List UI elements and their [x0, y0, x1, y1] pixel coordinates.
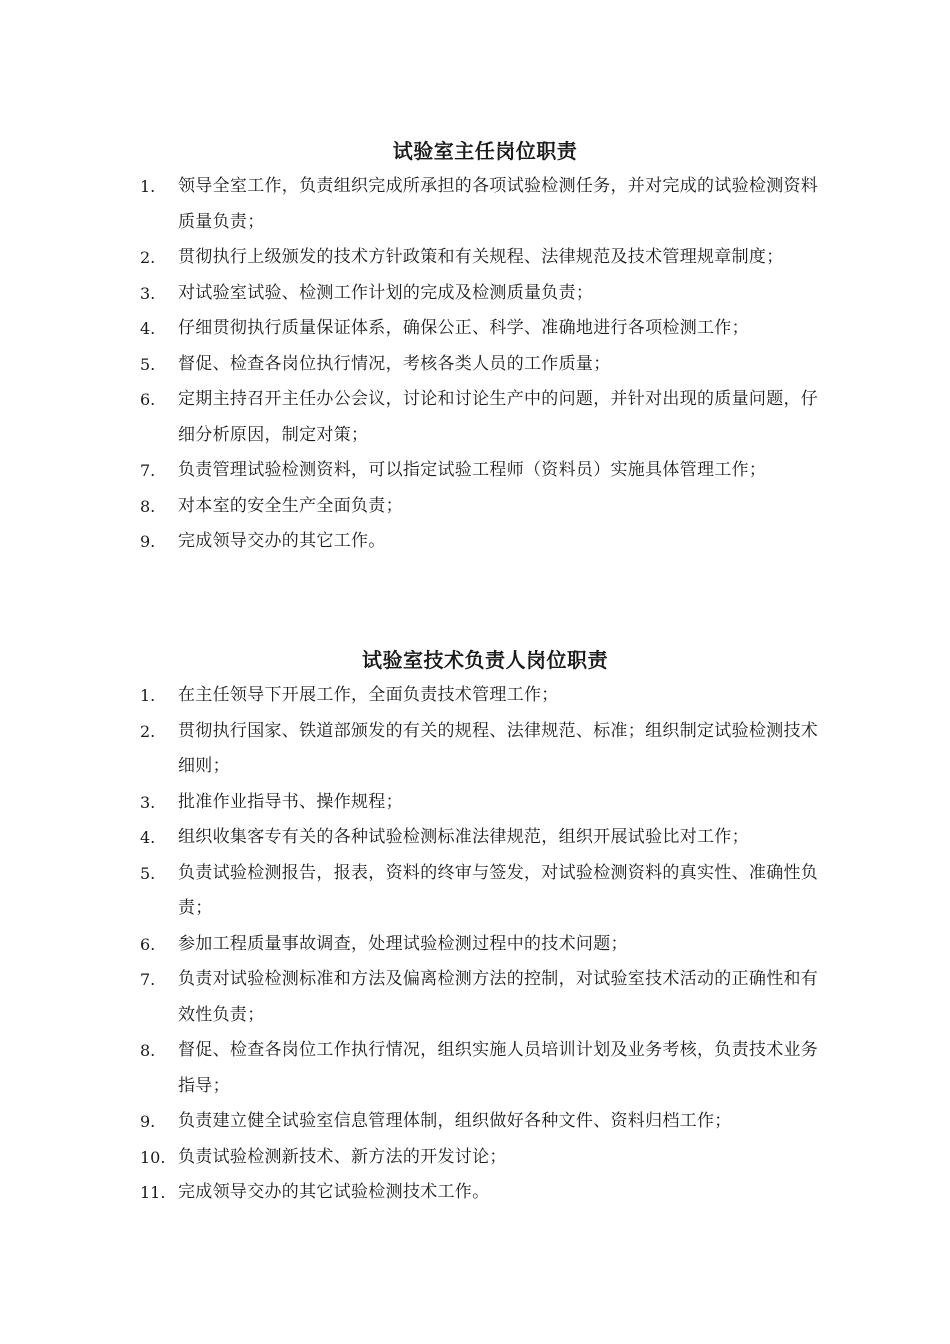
- list-item: [140, 524, 830, 560]
- list-item: [140, 240, 830, 276]
- item-number: 1.: [140, 686, 156, 705]
- item-number: 6.: [140, 390, 156, 409]
- item-text: 贯彻执行上级颁发的技术方针政策和有关规程、法律规范及技术管理规章制度；: [178, 247, 784, 267]
- item-number: 6.: [140, 934, 156, 954]
- item-text: 负责试验检测新技术、新方法的开发讨论；: [178, 1146, 507, 1167]
- list-item: [140, 1033, 830, 1104]
- section-title: 试验室主任岗位职责: [392, 139, 578, 163]
- list-item: [140, 785, 830, 821]
- item-text: 仔细贯彻执行质量保证体系，确保公正、科学、准确地进行各项检测工作；: [178, 318, 749, 338]
- list-item: [140, 276, 830, 312]
- section-title: 试验室技术负责人岗位职责: [362, 648, 608, 672]
- item-number: 4.: [140, 319, 156, 338]
- item-number: 10.: [140, 1147, 166, 1167]
- section-technical-lead-duties: [140, 642, 830, 1211]
- item-number: 5.: [140, 354, 156, 374]
- item-text: 完成领导交办的其它工作。: [178, 531, 386, 551]
- item-number: 1.: [140, 177, 156, 196]
- item-text: 督促、检查各岗位工作执行情况，组织实施人员培训计划及业务考核，负责技术业务指导；: [178, 1040, 819, 1096]
- list-item: [140, 453, 830, 489]
- item-number: 7.: [140, 970, 156, 989]
- item-text: 负责试验检测报告，报表，资料的终审与签发，对试验检测资料的真实性、准确性负责；: [178, 862, 819, 918]
- list-item: [140, 1175, 830, 1211]
- item-text: 定期主持召开主任办公会议，讨论和讨论生产中的问题，并针对出现的质量问题，仔细分析原因，制定对策；: [178, 389, 819, 445]
- item-text: 贯彻执行国家、铁道部颁发的有关的规程、法律规范、标准；组织制定试验检测技术细则；: [178, 720, 819, 776]
- item-text: 完成领导交办的其它试验检测技术工作。: [178, 1182, 490, 1202]
- item-number: 7.: [140, 461, 156, 480]
- list-item: [140, 856, 830, 927]
- item-number: 8.: [140, 496, 156, 516]
- list-item: [140, 714, 830, 785]
- item-text: 负责管理试验检测资料，可以指定试验工程师（资料员）实施具体管理工作；: [178, 460, 767, 480]
- item-number: 2.: [140, 721, 156, 741]
- item-number: 9.: [140, 1112, 156, 1131]
- duty-list: [140, 678, 830, 1211]
- item-number: 4.: [140, 828, 156, 847]
- item-number: 3.: [140, 792, 156, 812]
- list-item: [140, 169, 830, 240]
- section-director-duties: [140, 133, 830, 560]
- item-text: 在主任领导下开展工作，全面负责技术管理工作；: [178, 685, 559, 705]
- item-text: 批准作业指导书、操作规程；: [178, 791, 403, 812]
- item-text: 组织收集客专有关的各种试验检测标准法律规范，组织开展试验比对工作；: [178, 827, 749, 847]
- list-item: [140, 489, 830, 525]
- list-item: [140, 820, 830, 856]
- item-text: 负责建立健全试验室信息管理体制，组织做好各种文件、资料归档工作；: [178, 1111, 732, 1131]
- list-item: [140, 1140, 830, 1176]
- item-text: 领导全室工作，负责组织完成所承担的各项试验检测任务，并对完成的试验检测资料质量负责；: [178, 176, 819, 232]
- item-number: 9.: [140, 532, 156, 551]
- item-text: 负责对试验检测标准和方法及偏离检测方法的控制，对试验室技术活动的正确性和有效性负责；: [178, 969, 819, 1025]
- list-item: [140, 927, 830, 963]
- list-item: [140, 962, 830, 1033]
- item-number: 11.: [140, 1183, 166, 1202]
- item-number: 8.: [140, 1041, 156, 1060]
- item-text: 督促、检查各岗位执行情况，考核各类人员的工作质量；: [178, 353, 611, 374]
- list-item: [140, 1104, 830, 1140]
- item-number: 5.: [140, 863, 156, 883]
- list-item: [140, 678, 830, 714]
- item-text: 对本室的安全生产全面负责；: [178, 495, 403, 516]
- item-number: 3.: [140, 283, 156, 303]
- item-text: 对试验室试验、检测工作计划的完成及检测质量负责；: [178, 282, 594, 303]
- duty-list: [140, 169, 830, 560]
- list-item: [140, 382, 830, 453]
- item-text: 参加工程质量事故调查，处理试验检测过程中的技术问题；: [178, 933, 628, 954]
- list-item: [140, 311, 830, 347]
- list-item: [140, 347, 830, 383]
- item-number: 2.: [140, 248, 156, 267]
